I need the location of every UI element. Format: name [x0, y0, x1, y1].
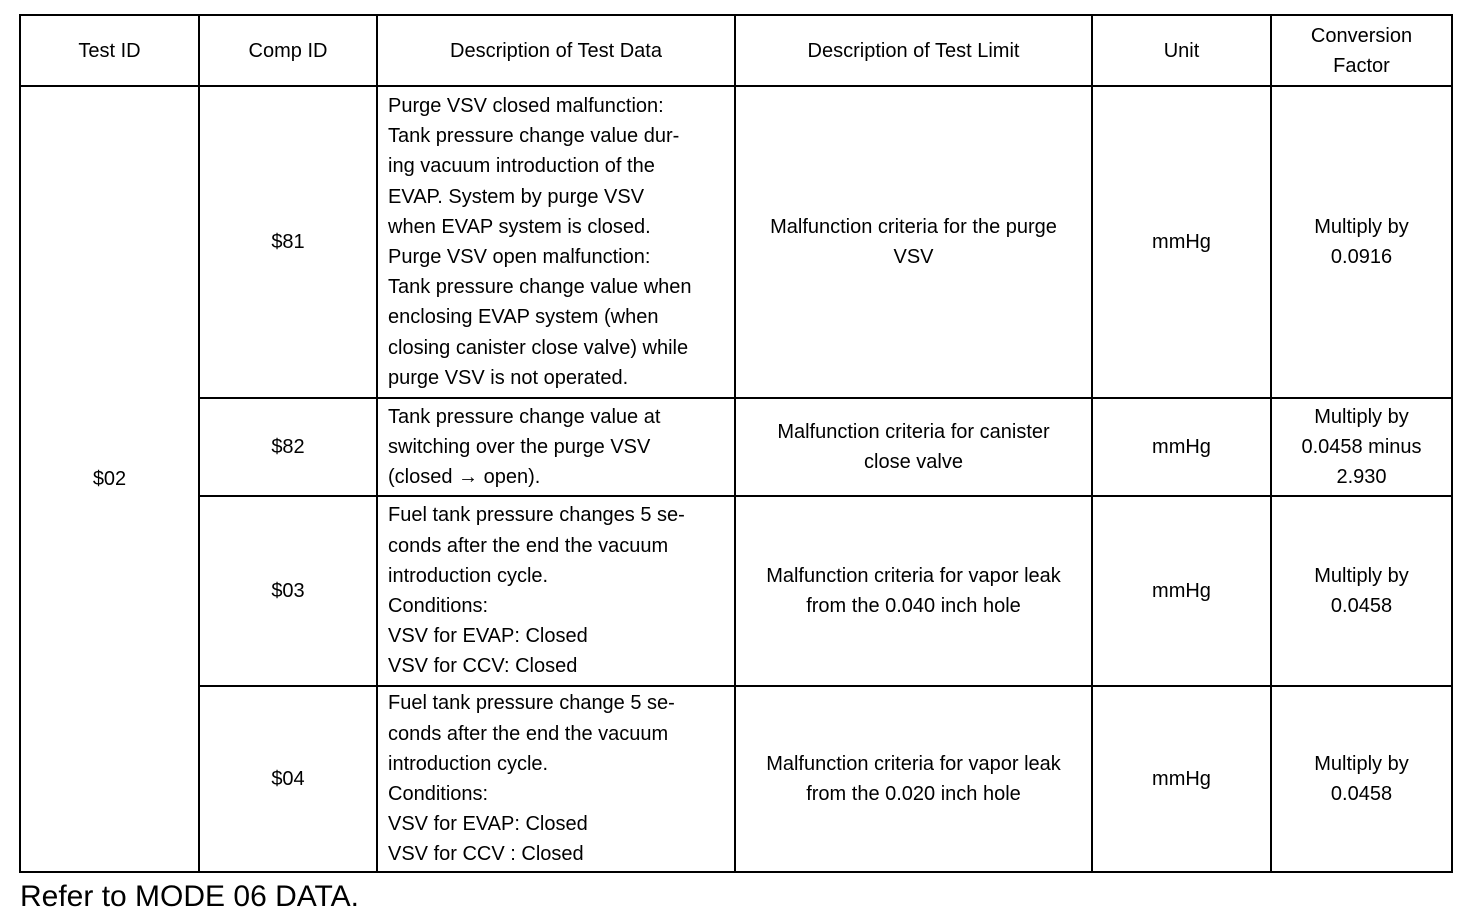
limit-line: Malfunction criteria for vapor leak: [766, 564, 1061, 587]
table-row: [20, 86, 1452, 398]
description-line: VSV for EVAP: Closed: [388, 813, 588, 836]
footnote-refer-mode06: Refer to MODE 06 DATA.: [20, 880, 359, 913]
test-limit-description: [735, 496, 1092, 686]
description-line: (closed → open).: [388, 466, 541, 489]
description-line: purge VSV is not operated.: [388, 366, 629, 389]
conversion-line: Multiply by: [1314, 752, 1409, 775]
test-data-description: [377, 686, 735, 872]
limit-line: Malfunction criteria for vapor leak: [766, 752, 1061, 775]
description-line: EVAP. System by purge VSV: [388, 185, 645, 208]
limit-line: Malfunction criteria for the purge: [770, 215, 1057, 238]
header-row: [20, 15, 1452, 86]
description-line: introduction cycle.: [388, 564, 549, 587]
description-line: enclosing EVAP system (when: [388, 306, 659, 329]
header-description-test-data: Description of Test Data: [377, 15, 735, 86]
conversion-line: Multiply by: [1314, 405, 1409, 428]
conversion-factor-cell: [1271, 398, 1452, 496]
conversion-line: 0.0458: [1330, 595, 1393, 617]
test-limit-description: [735, 686, 1092, 872]
comp-id-cell: $82: [199, 398, 377, 496]
description-line: Tank pressure change value at: [388, 405, 661, 428]
conversion-line: 2.930: [1336, 466, 1387, 489]
description-line: VSV for CCV: Closed: [388, 655, 578, 678]
conversion-line: 0.0458 minus: [1301, 435, 1422, 458]
conversion-factor-cell: [1271, 686, 1452, 872]
header-description-test-limit: Description of Test Limit: [735, 15, 1092, 86]
description-line: Purge VSV open malfunction:: [388, 246, 651, 268]
description-line: when EVAP system is closed.: [388, 215, 651, 238]
comp-id-cell: $03: [199, 496, 377, 686]
limit-line: from the 0.040 inch hole: [806, 595, 1021, 617]
test-limit-description: [735, 398, 1092, 496]
description-line: closing canister close valve) while: [388, 336, 689, 359]
description-line: Conditions:: [388, 783, 489, 805]
table-row: [20, 398, 1452, 496]
mode06-test-table: [19, 14, 1453, 873]
description-line: Conditions:: [388, 595, 489, 617]
header-comp-id: Comp ID: [199, 15, 377, 86]
description-line: VSV for EVAP: Closed: [388, 625, 588, 648]
description-line: introduction cycle.: [388, 752, 549, 775]
conversion-line: Multiply by: [1314, 215, 1409, 238]
test-data-description: [377, 496, 735, 686]
test-limit-description: [735, 86, 1092, 398]
description-line: conds after the end the vacuum: [388, 534, 669, 557]
unit-cell: mmHg: [1092, 86, 1271, 398]
table-row: [20, 496, 1452, 686]
test-id-cell: $02: [20, 86, 199, 872]
header-conversion-line: Conversion: [1310, 24, 1413, 47]
description-line: Fuel tank pressure changes 5 se-: [388, 504, 685, 527]
limit-line: Malfunction criteria for canister: [777, 420, 1050, 443]
conversion-factor-cell: [1271, 496, 1452, 686]
conversion-factor-cell: [1271, 86, 1452, 398]
description-line: Tank pressure change value when: [388, 276, 692, 299]
header-factor-line: Factor: [1333, 54, 1390, 77]
limit-line: from the 0.020 inch hole: [806, 783, 1021, 805]
header-conversion-factor: [1271, 15, 1452, 86]
conversion-line: Multiply by: [1314, 564, 1409, 587]
limit-line: close valve: [864, 451, 963, 473]
description-line: ing vacuum introduction of the: [388, 155, 655, 178]
test-data-description: [377, 86, 735, 398]
description-line: switching over the purge VSV: [388, 435, 651, 458]
unit-cell: mmHg: [1092, 686, 1271, 872]
test-data-description: [377, 398, 735, 496]
description-line: Purge VSV closed malfunction:: [388, 94, 664, 117]
description-line: Fuel tank pressure change 5 se-: [388, 692, 675, 715]
table-row: [20, 686, 1452, 872]
description-line: VSV for CCV : Closed: [388, 843, 584, 866]
header-test-id: Test ID: [20, 15, 199, 86]
comp-id-cell: $04: [199, 686, 377, 872]
limit-line: VSV: [893, 246, 934, 268]
unit-cell: mmHg: [1092, 398, 1271, 496]
unit-cell: mmHg: [1092, 496, 1271, 686]
conversion-line: 0.0916: [1330, 246, 1393, 268]
conversion-line: 0.0458: [1330, 783, 1393, 805]
description-line: conds after the end the vacuum: [388, 722, 669, 745]
comp-id-cell: $81: [199, 86, 377, 398]
header-unit: Unit: [1092, 15, 1271, 86]
description-line: Tank pressure change value dur-: [388, 125, 680, 148]
